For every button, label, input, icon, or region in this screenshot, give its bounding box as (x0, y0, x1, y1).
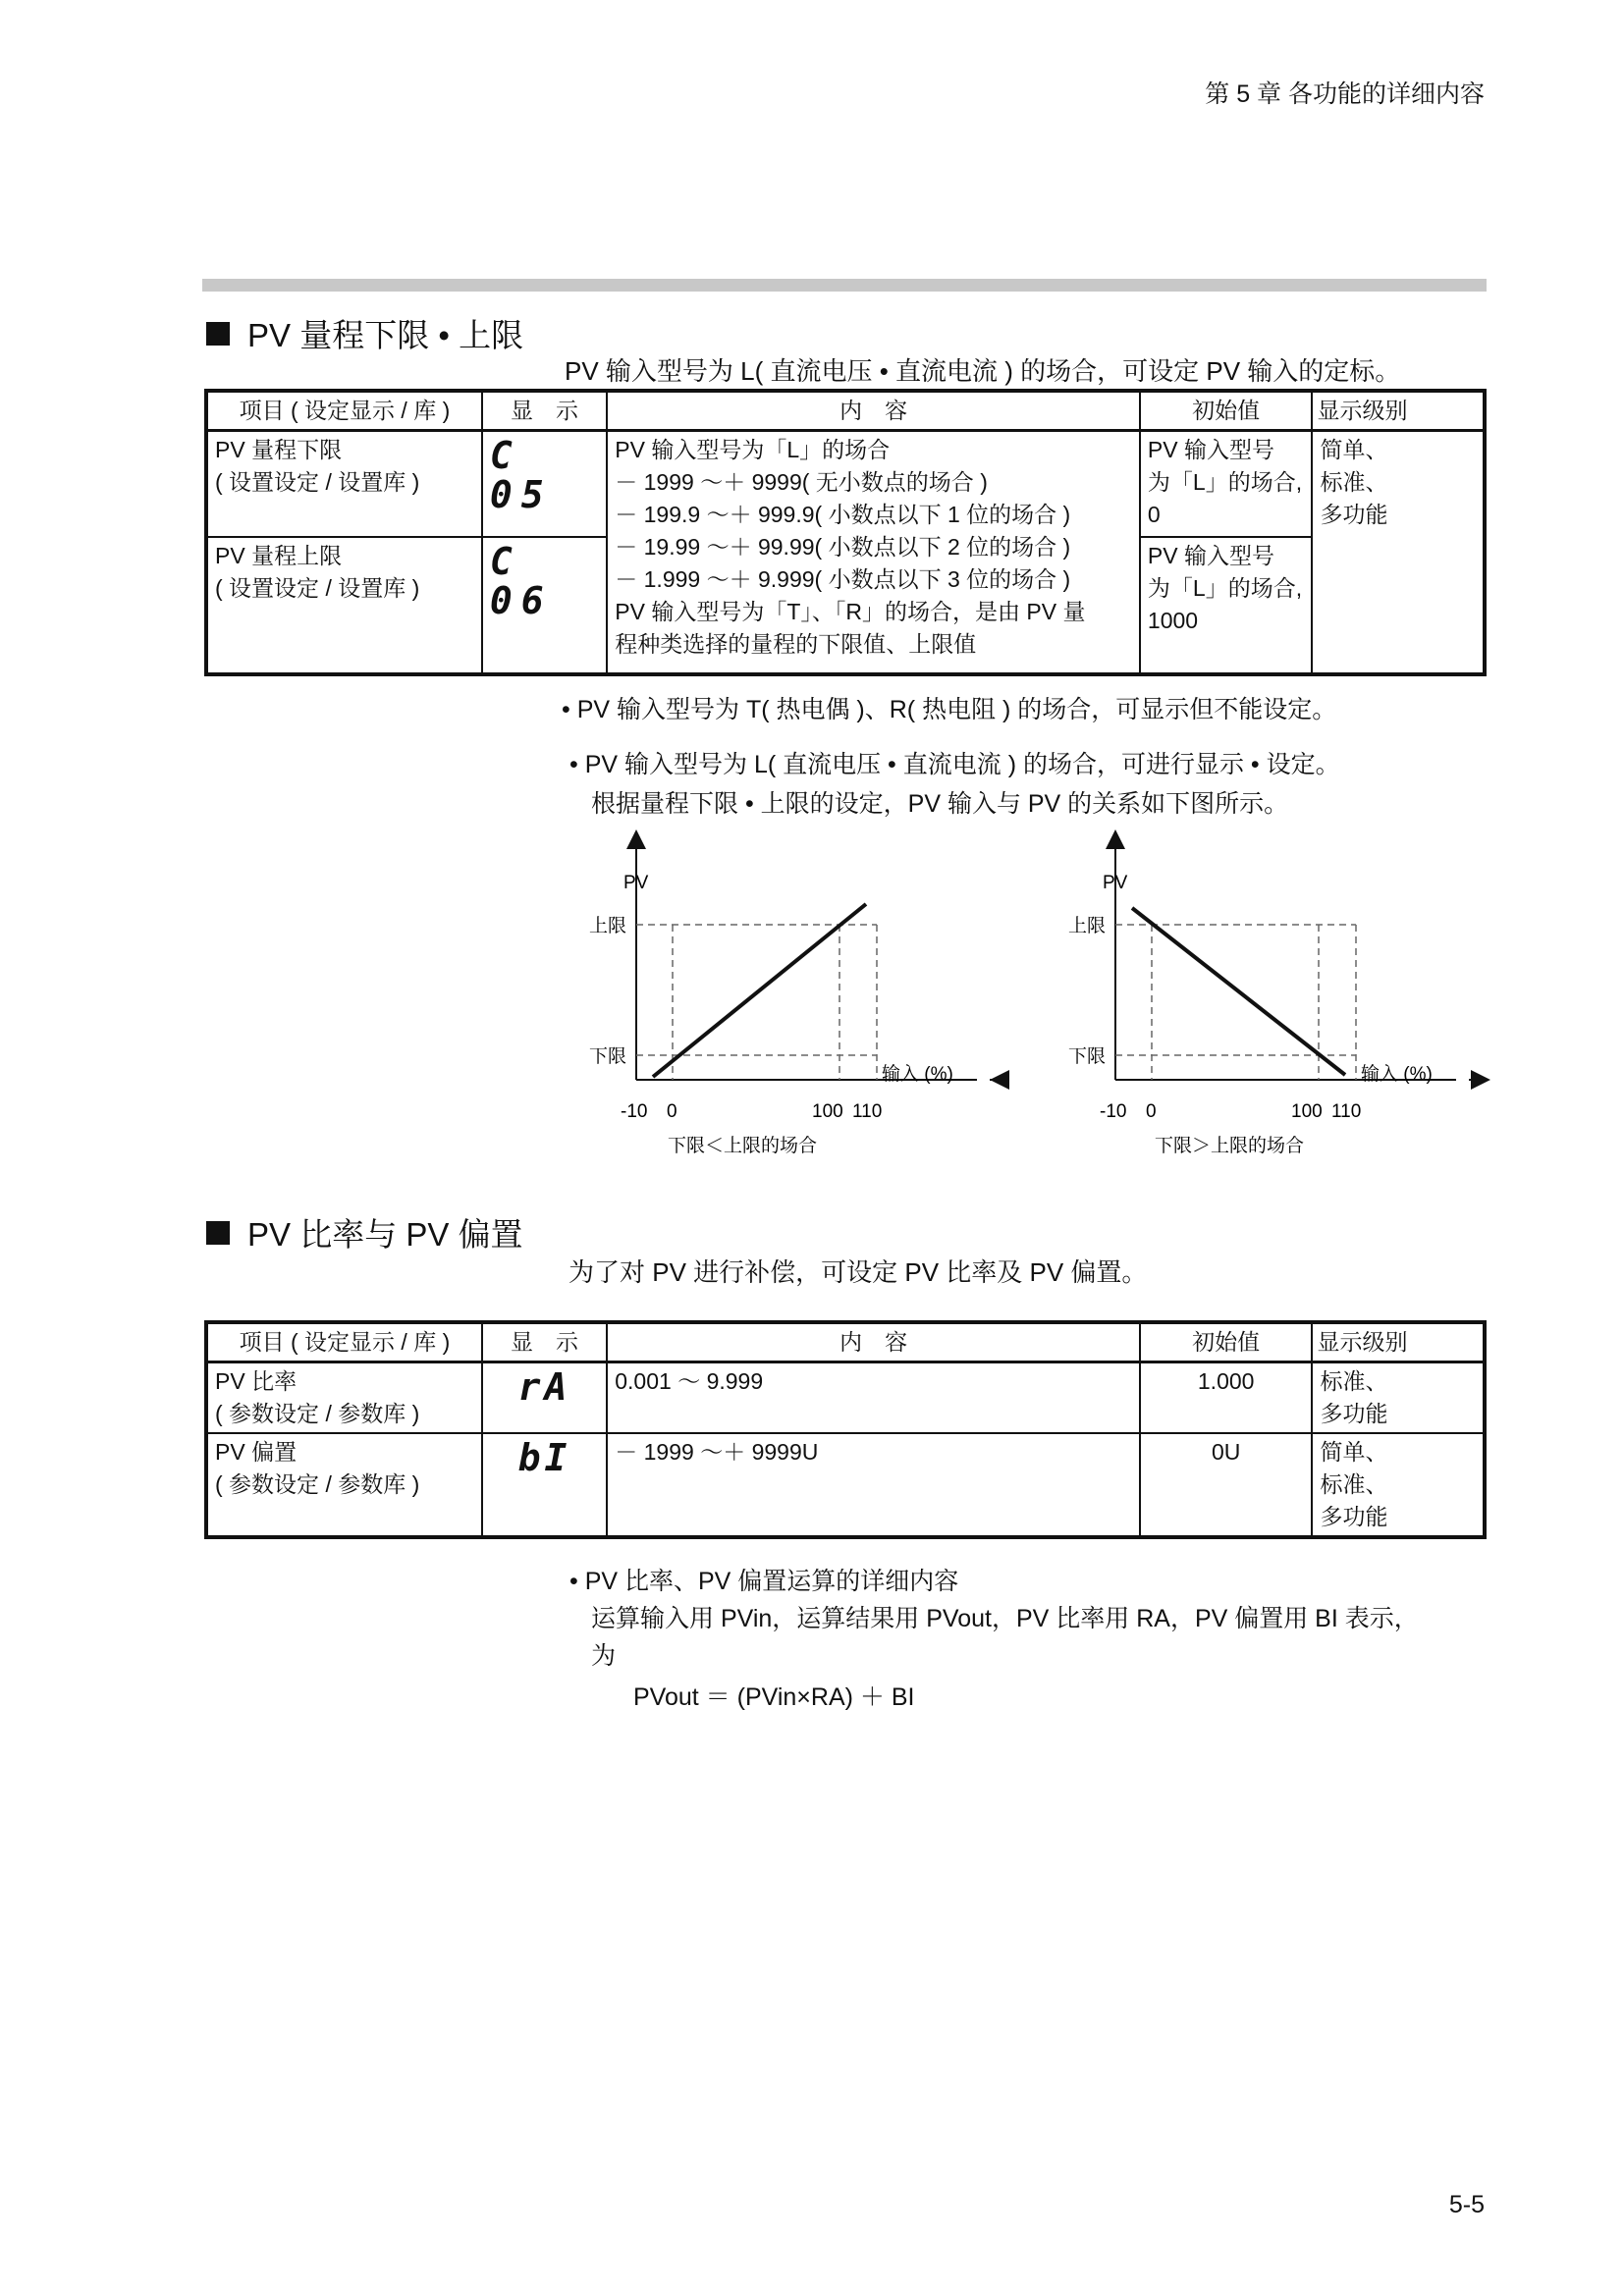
pv-line-rising (653, 904, 866, 1077)
table-row (206, 1433, 1485, 1537)
upper-label: 上限 (589, 916, 627, 936)
initial-pv-ratio: 1.000 (1140, 1362, 1313, 1434)
note-ratio-bias-symbols: 运算输入用 PVin，运算结果用 PVout，PV 比率用 RA，PV 偏置用 BI 表示， (591, 1605, 1419, 1632)
note-tr-input: • PV 输入型号为 T( 热电偶 )、R( 热电阻 ) 的场合，可显示但不能设定。 (562, 696, 1337, 723)
note-l-input: • PV 输入型号为 L( 直流电压 • 直流电流 ) 的场合，可进行显示 • 设定。 (569, 751, 1340, 778)
col-header-level: 显示级别 (1312, 1322, 1485, 1362)
initial-pv-bias: 0U (1140, 1433, 1313, 1537)
pv-label: PV (623, 873, 649, 893)
tick-minus10: -10 (621, 1101, 648, 1122)
section2-title-text: PV 比率与 PV 偏置 (247, 1216, 523, 1253)
pv-line-falling (1132, 908, 1345, 1075)
table-row (206, 1362, 1485, 1434)
col-header-item: 项目 ( 设定显示 / 库 ) (206, 1322, 482, 1362)
figure-lower-greater-upper (1068, 829, 1510, 1163)
square-bullet-icon (206, 1221, 230, 1245)
pv-label: PV (1103, 873, 1128, 893)
upper-label: 上限 (1068, 916, 1107, 936)
col-header-content: 内 容 (607, 1322, 1140, 1362)
note-ratio-bias-detail: • PV 比率、PV 偏置运算的详细内容 (569, 1568, 959, 1595)
chapter-header: 第 5 章 各功能的详细内容 (1205, 80, 1485, 108)
tick-100: 100 (1291, 1101, 1323, 1122)
item-range-lower: PV 量程下限 ( 设置设定 / 设置库 ) (206, 431, 482, 537)
col-header-item: 项目 ( 设定显示 / 库 ) (206, 391, 482, 431)
content-range: PV 输入型号为「L」的场合 － 1999 ～＋ 9999( 无小数点的场合 ) － 199.9 ～＋ 999.9( 小数点以下 1 位的场合 ) － 19.99 ～＋ 99.99( 小数点以下 2 位的场合 ) － 1.999 ～＋ 9.999( 小数点以下 3 位的场合 ) PV 输入型号为「T」、「R」的场合，是由 PV 量 程种类选择的量程的下限值、上限值 (607, 431, 1140, 674)
figure-lower-less-upper (589, 829, 1031, 1163)
tick-minus10: -10 (1100, 1101, 1127, 1122)
caption-right: 下限＞上限的场合 (1155, 1136, 1305, 1156)
x-axis-label: 输入 (%) (1361, 1064, 1433, 1085)
tick-110: 110 (852, 1101, 883, 1122)
content-pv-bias: － 1999 ～＋ 9999U (607, 1433, 1140, 1537)
col-header-content: 内 容 (607, 391, 1140, 431)
page-number: 5-5 (1448, 2191, 1485, 2218)
formula: PVout ＝ (PVin×RA) ＋ BI (633, 1683, 915, 1711)
tick-0: 0 (667, 1101, 677, 1122)
col-header-display: 显 示 (482, 1322, 607, 1362)
level-range: 简单、 标准、 多功能 (1312, 431, 1485, 674)
level-pv-ratio: 标准、 多功能 (1312, 1362, 1485, 1434)
range-limit-table (204, 389, 1487, 676)
initial-range-lower: PV 输入型号 为「L」的场合, 0 (1140, 431, 1313, 537)
note-relationship: 根据量程下限 • 上限的设定，PV 输入与 PV 的关系如下图所示。 (591, 790, 1289, 818)
section2-title (206, 1209, 523, 1255)
initial-range-upper: PV 输入型号 为「L」的场合, 1000 (1140, 537, 1313, 674)
x-axis-label: 输入 (%) (882, 1064, 953, 1085)
section1-title-text: PV 量程下限 • 上限 (247, 317, 524, 353)
display-code-c06: C 06 (482, 537, 607, 674)
section-divider (202, 279, 1487, 292)
tick-100: 100 (812, 1101, 843, 1122)
section1-title (206, 310, 523, 356)
lower-label: 下限 (1068, 1046, 1107, 1067)
tick-110: 110 (1331, 1101, 1362, 1122)
section2-intro: 为了对 PV 进行补偿，可设定 PV 比率及 PV 偏置。 (568, 1257, 1148, 1287)
lower-label: 下限 (589, 1046, 627, 1067)
col-header-initial: 初始值 (1140, 1322, 1313, 1362)
col-header-display: 显 示 (482, 391, 607, 431)
tick-0: 0 (1146, 1101, 1157, 1122)
ratio-bias-table (204, 1320, 1487, 1539)
content-pv-ratio: 0.001 ～ 9.999 (607, 1362, 1140, 1434)
item-pv-ratio: PV 比率 ( 参数设定 / 参数库 ) (206, 1362, 482, 1434)
display-code-bi: bI (482, 1433, 607, 1537)
col-header-level: 显示级别 (1312, 391, 1485, 431)
section1-intro: PV 输入型号为 L( 直流电压 • 直流电流 ) 的场合，可设定 PV 输入的定标。 (565, 356, 1401, 386)
square-bullet-icon (206, 322, 230, 346)
item-range-upper: PV 量程上限 ( 设置设定 / 设置库 ) (206, 537, 482, 674)
caption-left: 下限＜上限的场合 (668, 1136, 818, 1156)
level-pv-bias: 简单、 标准、 多功能 (1312, 1433, 1485, 1537)
item-pv-bias: PV 偏置 ( 参数设定 / 参数库 ) (206, 1433, 482, 1537)
display-code-ra: rA (482, 1362, 607, 1434)
col-header-initial: 初始值 (1140, 391, 1313, 431)
display-code-c05: C 05 (482, 431, 607, 537)
note-ratio-bias-wrap: 为 (591, 1642, 617, 1670)
